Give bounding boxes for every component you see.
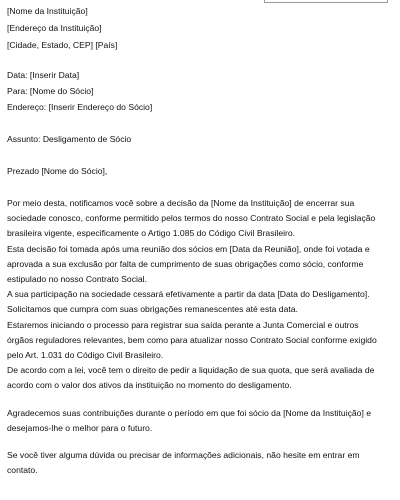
date-line: Data: [Inserir Data] [7, 70, 80, 80]
paragraph-line: Por meio desta, notificamos você sobre a decisão da [Nome da Instituição] de encerrar sua [7, 198, 355, 208]
search-input[interactable] [264, 0, 388, 3]
paragraph-line: estipulado no nosso Contrato Social. [7, 274, 147, 285]
paragraph-line: desejamos-lhe o melhor para o futuro. [7, 423, 153, 434]
paragraph-line: sociedade conosco, conforme permitido pelos termos do nosso Contrato Social e pela legislação [7, 213, 376, 224]
contact-paragraph [7, 448, 389, 478]
recipient-line: Para: [Nome do Sócio] [7, 86, 94, 96]
thanks-paragraph [7, 406, 389, 436]
paragraph-line: Esta decisão foi tomada após uma reunião dos sócios em [Data da Reunião], onde foi votada e [7, 243, 370, 254]
search-placeholder [265, 0, 387, 2]
main-paragraph [7, 196, 389, 394]
paragraph-line: contato. [7, 465, 38, 476]
paragraph-line: Se você tiver alguma dúvida ou precisar de informações adicionais, não hesite em entrar em [7, 450, 360, 460]
subject-line: Assunto: Desligamento de Sócio [7, 134, 132, 144]
paragraph-line: aprovada a sua exclusão por falta de cumprimento de suas obrigações como sócio, conforme [7, 258, 364, 269]
paragraph-line: A sua participação na sociedade cessará efetivamente a partir da data [Data do Desligamento]. [7, 289, 370, 300]
paragraph-line: Solicitamos que cumpra com suas obrigações remanescentes até esta data. [7, 304, 298, 315]
greeting: Prezado [Nome do Sócio], [7, 166, 108, 176]
paragraph-line: brasileira vigente, especificamente o Artigo 1.085 do Código Civil Brasileiro. [7, 228, 296, 239]
institution-location: [Cidade, Estado, CEP] [País] [7, 40, 118, 50]
paragraph-line: Agradecemos suas contribuições durante o período em que foi sócio da [Nome da Instituição] e [7, 408, 372, 418]
paragraph-line: Estaremos iniciando o processo para registrar sua saída perante a Junta Comercial e outros [7, 319, 359, 330]
paragraph-line: acordo com o valor dos ativos da instituição no momento do desligamento. [7, 380, 292, 391]
paragraph-line: De acordo com a lei, você tem o direito de pedir a liquidação de sua quota, que será avaliada de [7, 365, 375, 376]
paragraph-line: pelo Art. 1.031 do Código Civil Brasileiro. [7, 350, 164, 361]
address-line: Endereço: [Inserir Endereço do Sócio] [7, 102, 153, 112]
institution-name: [Nome da Instituição] [7, 6, 88, 16]
institution-address: [Endereço da Instituição] [7, 23, 102, 33]
paragraph-line: órgãos reguladores relevantes, bem como para atualizar nosso Contrato Social conforme exigido [7, 334, 377, 345]
